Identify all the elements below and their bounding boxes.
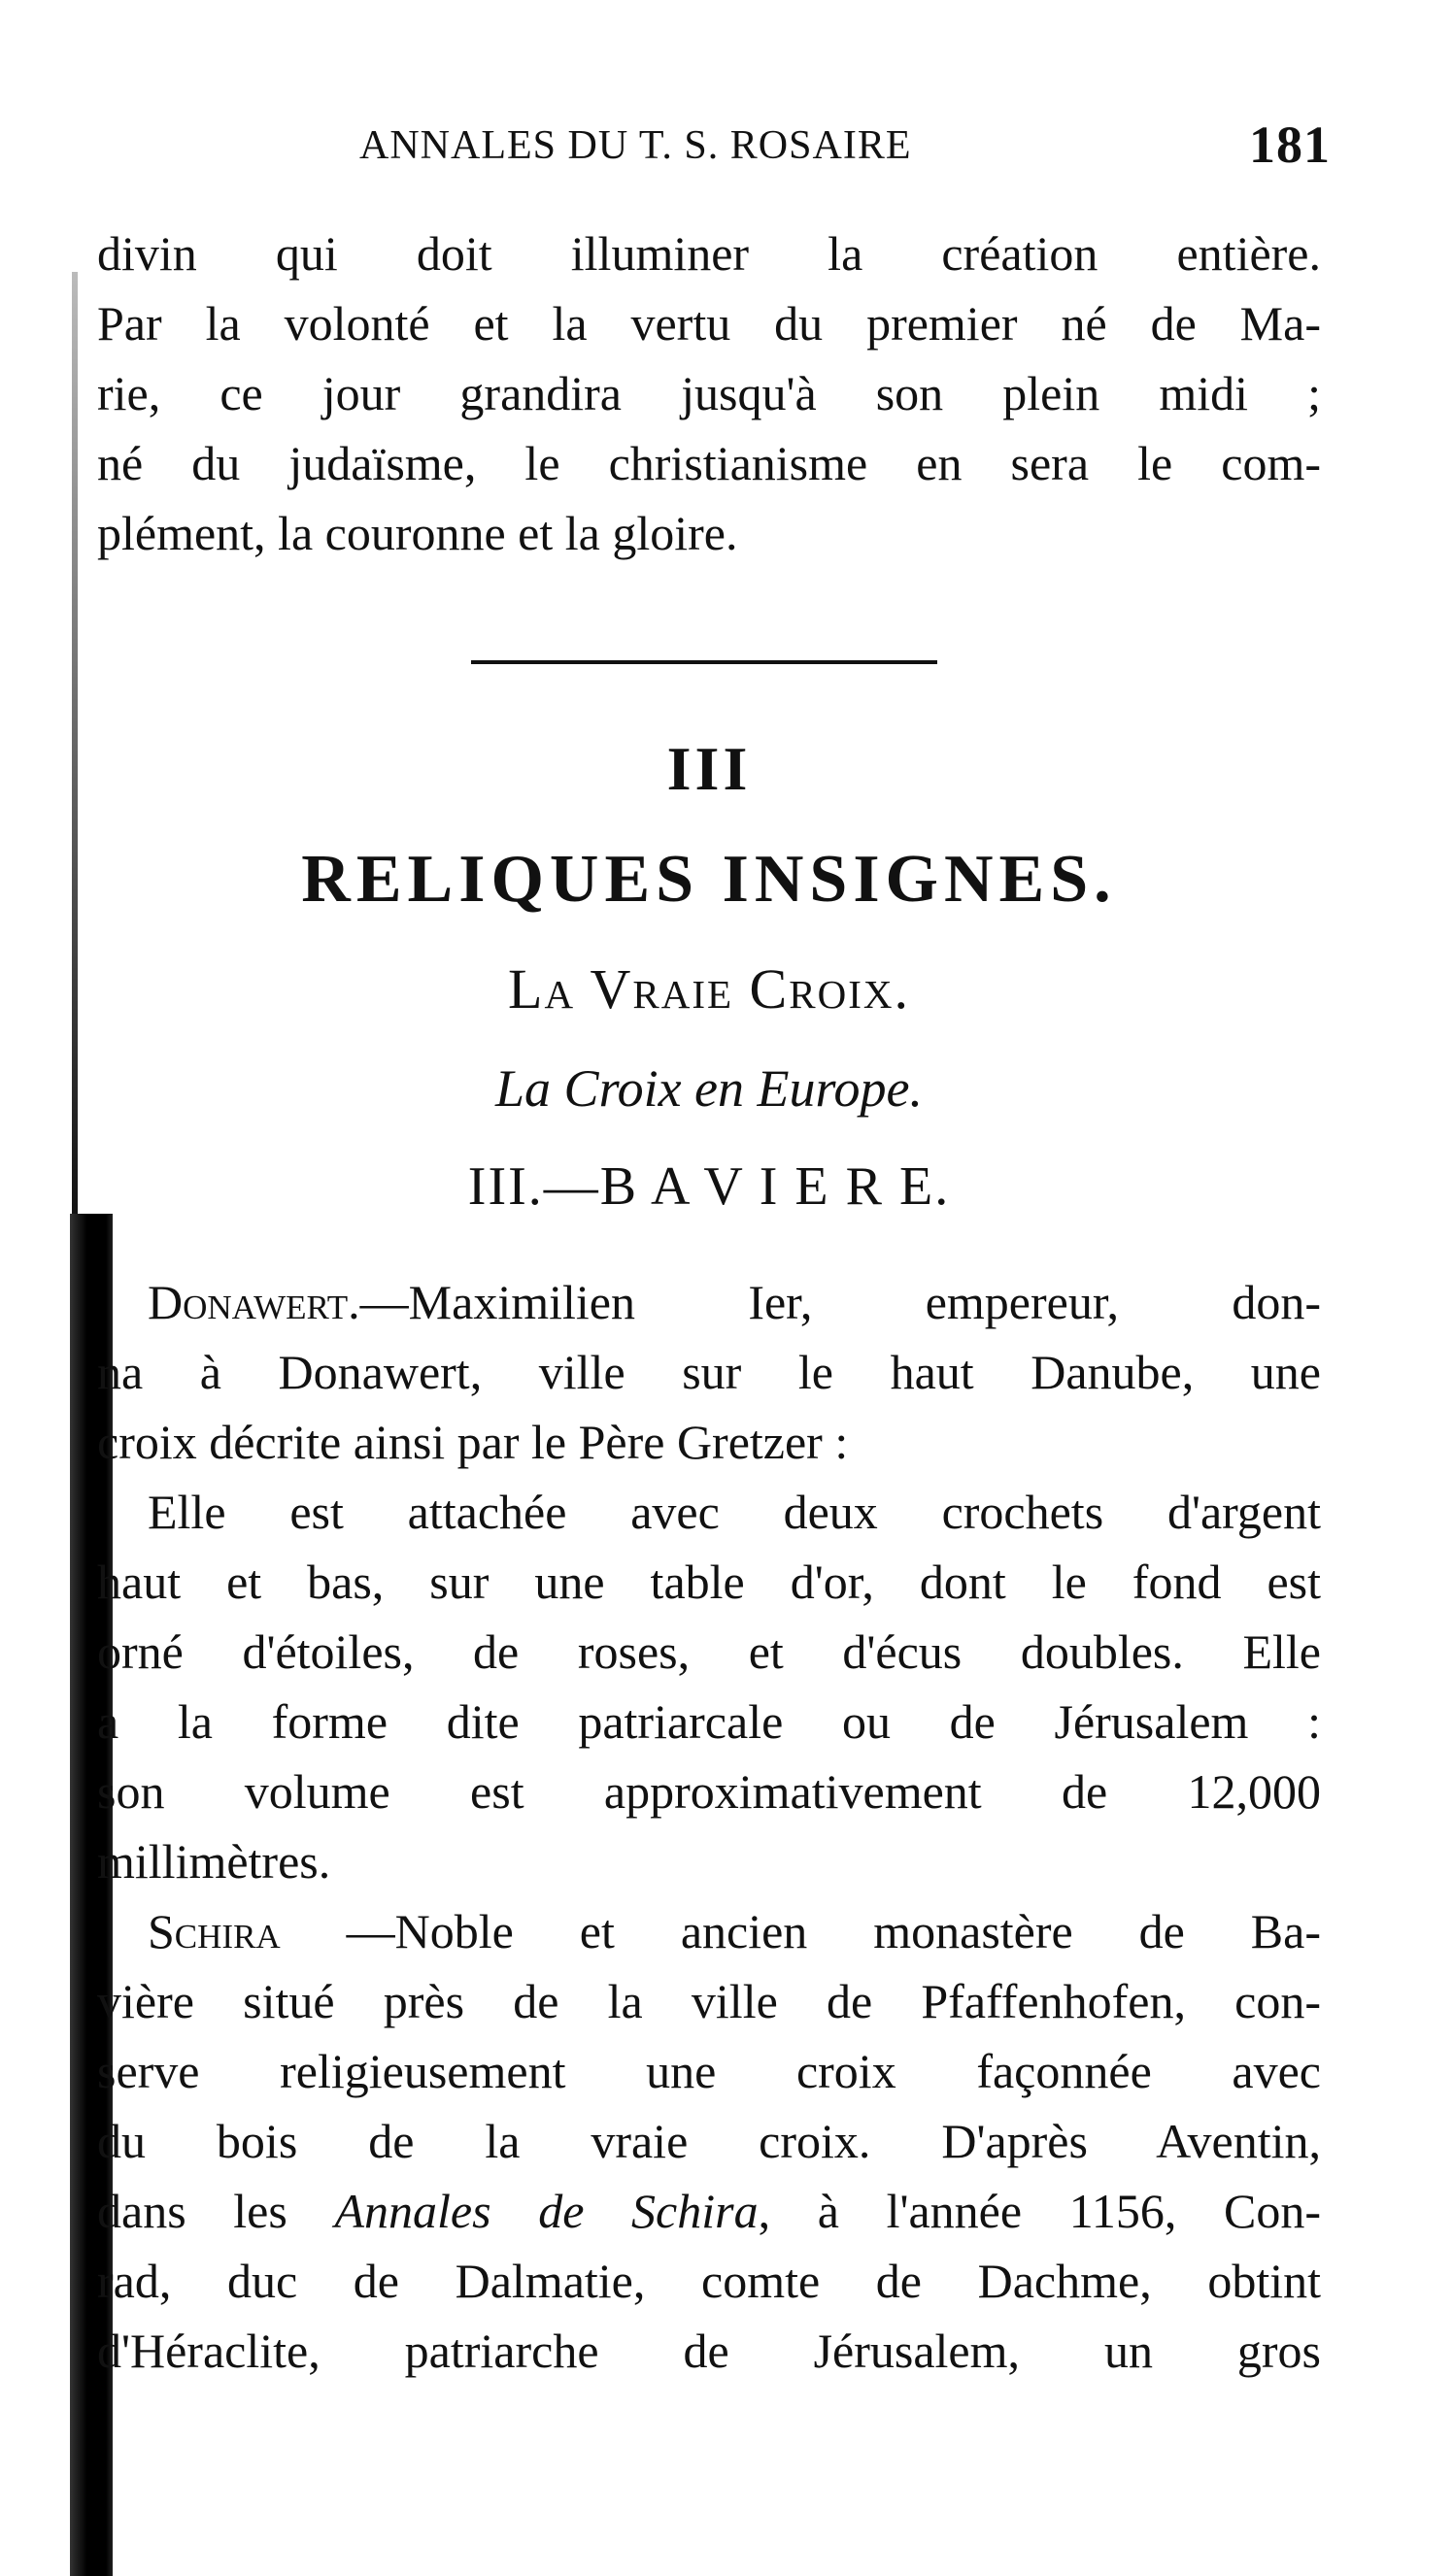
donawert-line-9: millimètres. xyxy=(97,1834,331,1889)
section-subsubtitle: La Croix en Europe. xyxy=(495,1059,923,1118)
donawert-line-1 xyxy=(97,1267,1321,1337)
schira-line-5-pre: dans les xyxy=(97,2184,335,2238)
schira-line-7: d'Héraclite, patriarche de Jérusalem, un gros xyxy=(97,2324,1321,2378)
running-title: ANNALES DU T. S. ROSAIRE xyxy=(359,123,912,168)
intro-line-2: Par la volonté et la vertu du premier né de Ma- xyxy=(97,296,1321,351)
intro-line-5: plément, la couronne et la gloire. xyxy=(97,506,738,560)
chapter-heading: III.—B A V I E R E. xyxy=(467,1156,951,1217)
schira-line-5-post: , à l'année 1156, Con- xyxy=(758,2184,1321,2238)
binding-edge-shadow xyxy=(72,272,78,1223)
donawert-line-5: haut et bas, sur une table d'or, dont le fond est xyxy=(97,1555,1321,1609)
place-name-donawert: Donawert. xyxy=(148,1275,360,1329)
schira-line-4: du bois de la vraie croix. D'après Aventin, xyxy=(97,2114,1321,2168)
schira-line-5 xyxy=(97,2176,1321,2246)
donawert-line-1-text: —Maximilien Ier, empereur, don- xyxy=(359,1275,1321,1329)
intro-line-4: né du judaïsme, le christianisme en sera le com- xyxy=(97,436,1321,490)
schira-line-1 xyxy=(97,1896,1321,1966)
donawert-line-2: na à Donawert, ville sur le haut Danube, une xyxy=(97,1345,1321,1399)
section-subtitle: La Vraie Croix. xyxy=(508,957,910,1020)
section-divider xyxy=(471,660,937,664)
donawert-line-7: a la forme dite patriarcale ou de Jérusalem : xyxy=(97,1694,1321,1749)
intro-line-3: rie, ce jour grandira jusqu'à son plein midi ; xyxy=(97,366,1321,420)
intro-line-1: divin qui doit illuminer la création entière. xyxy=(97,226,1321,281)
schira-line-3: serve religieusement une croix façonnée avec xyxy=(97,2044,1321,2098)
donawert-line-8: son volume est approximativement de 12,000 xyxy=(97,1764,1321,1819)
donawert-line-6: orné d'étoiles, de roses, et d'écus doubles. Elle xyxy=(97,1624,1321,1679)
page-header xyxy=(359,115,1331,183)
donawert-line-4: Elle est attachée avec deux crochets d'argent xyxy=(148,1485,1321,1539)
donawert-line-3: croix décrite ainsi par le Père Gretzer : xyxy=(97,1415,849,1469)
section-number: III xyxy=(666,734,752,803)
section-title: RELIQUES INSIGNES. xyxy=(301,842,1117,917)
schira-line-6: rad, duc de Dalmatie, comte de Dachme, obtint xyxy=(97,2254,1321,2308)
place-name-schira: Schira xyxy=(148,1904,281,1958)
page-number: 181 xyxy=(1249,116,1331,174)
schira-line-1-text: —Noble et ancien monastère de Ba- xyxy=(280,1904,1321,1958)
schira-line-2: vière situé près de la ville de Pfaffenhofen, con- xyxy=(97,1974,1321,2028)
annales-de-schira-title: Annales de Schira xyxy=(334,2184,759,2238)
